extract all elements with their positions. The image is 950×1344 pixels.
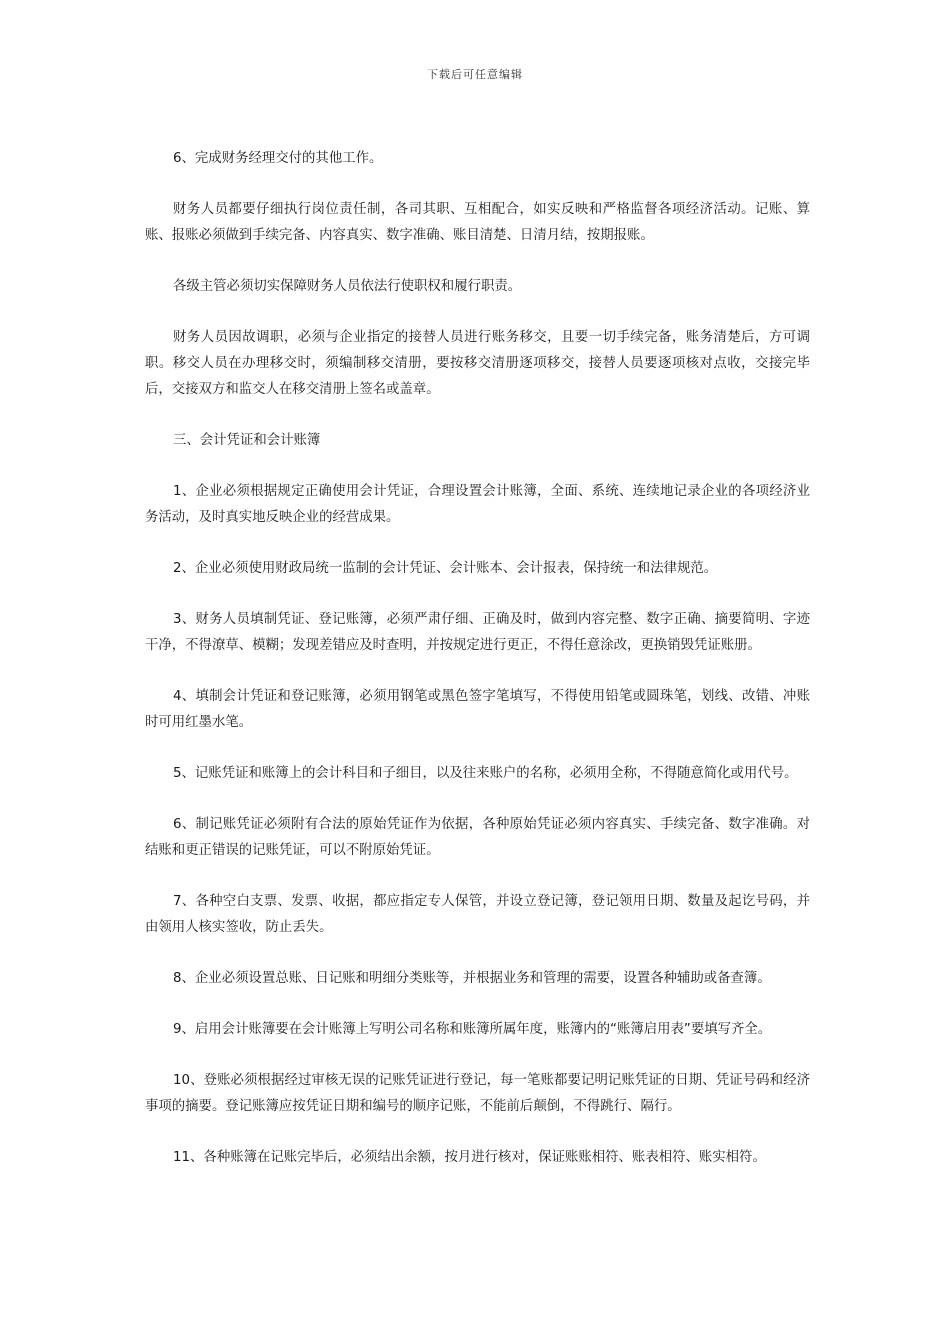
page-header: 下载后可任意编辑 — [427, 68, 523, 81]
paragraph: 6、完成财务经理交付的其他工作。 — [173, 151, 383, 166]
paragraph: 财务人员因故调职，必须与企业指定的接替人员进行账务移交，且要一切手续完备，账务清楚后，方可调职。移交人员在办理移交时，须编制移交清册，要按移交清册逐项移交，接替人员要逐项核对点收，交接完毕后，交接双方和监交人在移交清册上签名或盖章。 — [145, 330, 810, 397]
paragraph: 2、企业必须使用财政局统一监制的会计凭证、会计账本、会计报表，保持统一和法律规范。 — [173, 561, 718, 576]
paragraph: 5、记账凭证和账簿上的会计科目和子细目，以及往来账户的名称，必须用全称，不得随意简化或用代号。 — [173, 766, 798, 781]
paragraph: 11、各种账簿在记账完毕后，必须结出余额，按月进行核对，保证账账相符、账表相符、账实相符。 — [173, 1150, 766, 1165]
paragraph: 7、各种空白支票、发票、收据，都应指定专人保管，并设立登记簿，登记领用日期、数量及起讫号码，并由领用人核实签收，防止丢失。 — [145, 894, 810, 935]
paragraph: 1、企业必须根据规定正确使用会计凭证，合理设置会计账簿，全面、系统、连续地记录企业的各项经济业务活动，及时真实地反映企业的经营成果。 — [145, 484, 810, 525]
paragraph: 3、财务人员填制凭证、登记账簿，必须严肃仔细、正确及时，做到内容完整、数字正确、摘要简明、字迹干净，不得潦草、模糊；发现差错应及时查明，并按规定进行更正，不得任意涂改，更换销毁凭证账册。 — [145, 612, 810, 653]
paragraph: 8、企业必须设置总账、日记账和明细分类账等，并根据业务和管理的需要，设置各种辅助或备查簿。 — [173, 971, 771, 986]
paragraph: 各级主管必须切实保障财务人员依法行使职权和履行职责。 — [173, 279, 522, 294]
paragraph: 6、制记账凭证必须附有合法的原始凭证作为依据，各种原始凭证必须内容真实、手续完备、数字准确。对结账和更正错误的记账凭证，可以不附原始凭证。 — [145, 817, 810, 858]
section-heading: 三、会计凭证和会计账簿 — [173, 433, 321, 448]
paragraph: 4、填制会计凭证和登记账簿，必须用钢笔或黑色签字笔填写，不得使用铅笔或圆珠笔，划线、改错、冲账时可用红墨水笔。 — [145, 689, 810, 730]
paragraph: 财务人员都要仔细执行岗位责任制，各司其职、互相配合，如实反映和严格监督各项经济活动。记账、算账、报账必须做到手续完备、内容真实、数字准确、账目清楚、日清月结，按期报账。 — [145, 202, 810, 243]
paragraph: 10、登账必须根据经过审核无误的记账凭证进行登记，每一笔账都要记明记账凭证的日期、凭证号码和经济事项的摘要。登记账簿应按凭证日期和编号的顺序记账，不能前后颠倒，不得跳行、隔行。 — [145, 1073, 810, 1114]
document-body — [145, 146, 810, 1196]
paragraph: 9、启用会计账簿要在会计账簿上写明公司名称和账簿所属年度，账簿内的“账簿启用表”要填写齐全。 — [173, 1022, 772, 1037]
